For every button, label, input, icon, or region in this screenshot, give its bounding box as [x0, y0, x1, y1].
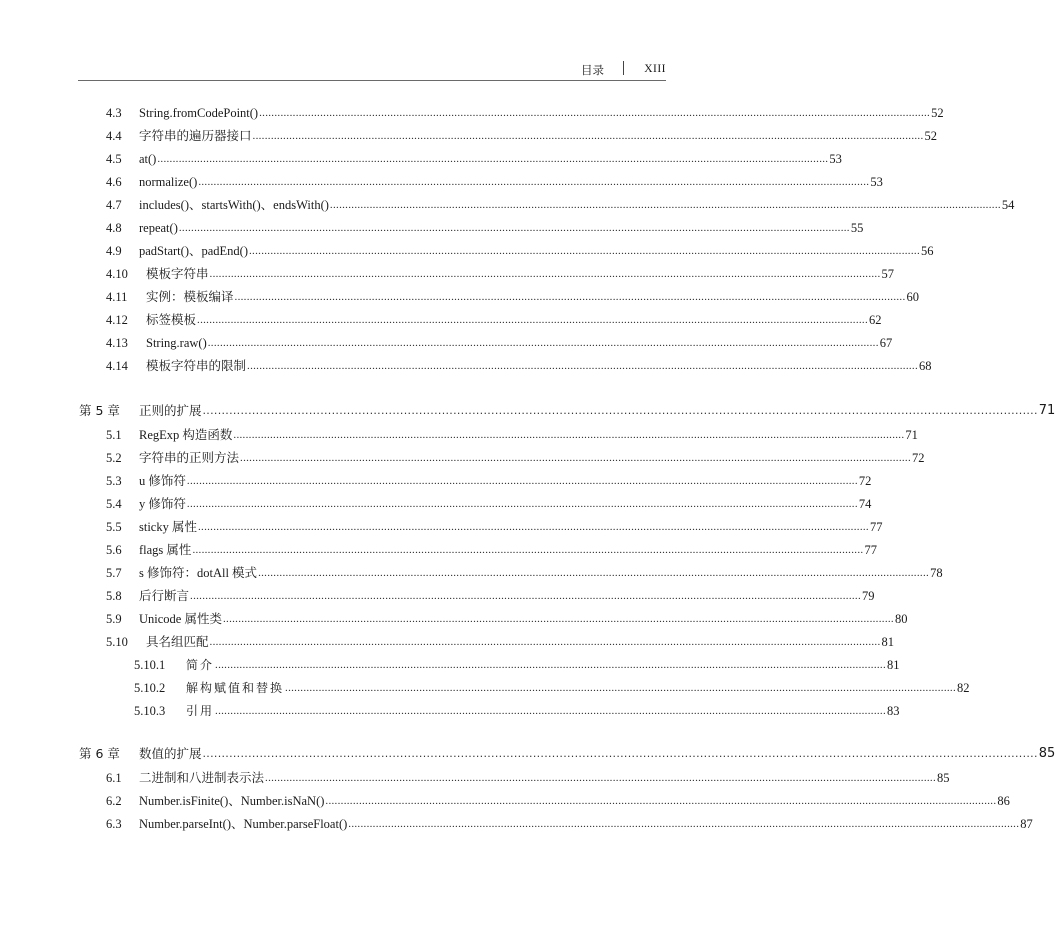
toc-entry-page: 54	[1001, 198, 1015, 212]
toc-entry[interactable]	[0, 632, 895, 650]
toc-leader-dots: ............................................................................................................................................................................................................................	[198, 176, 870, 188]
toc-leader-dots: ............................................................................................................................................................................................................................	[249, 245, 920, 257]
page-header	[78, 56, 666, 81]
toc-entry-title: Number.parseInt()、Number.parseFloat()	[139, 817, 348, 831]
toc-chapter-title: 数值的扩展	[139, 746, 202, 761]
toc-entry-number: 5.8	[106, 589, 122, 603]
toc-entry[interactable]	[0, 218, 864, 236]
toc-entry-page: 57	[881, 267, 895, 281]
toc-entry-number: 5.5	[106, 520, 122, 534]
toc-entry-number: 4.4	[106, 129, 122, 143]
toc-entry-title: Number.isFinite()、Number.isNaN()	[139, 794, 325, 808]
toc-leader-dots: ............................................................................................................................................................................................................................	[215, 659, 887, 671]
toc-entry[interactable]	[0, 241, 934, 259]
toc-entry-page: 81	[881, 635, 895, 649]
toc-entry-number: 4.13	[106, 336, 128, 350]
toc-entry-title: s 修饰符：dotAll 模式	[139, 566, 258, 580]
toc-subentry-page: 81	[887, 658, 900, 672]
toc-entry-number: 5.7	[106, 566, 122, 580]
toc-subentry[interactable]	[0, 655, 900, 673]
toc-leader-dots: ............................................................................................................................................................................................................................	[325, 795, 997, 807]
toc-entry-title: 模板字符串	[146, 267, 209, 281]
toc-leader-dots: ............................................................................................................................................................................................................................	[209, 268, 881, 280]
toc-entry[interactable]	[0, 814, 1033, 832]
toc-entry-page: 53	[829, 152, 842, 166]
toc-entry-page: 55	[850, 221, 864, 235]
toc-entry-number: 5.6	[106, 543, 122, 557]
toc-entry-title: 具名组匹配	[146, 635, 209, 649]
toc-entry-title: Unicode 属性类	[139, 612, 222, 626]
toc-leader-dots: ............................................................................................................................................................................................................................	[197, 314, 869, 326]
toc-entry-title: y 修饰符	[139, 497, 186, 511]
toc-entry-number: 4.5	[106, 152, 122, 166]
toc-entry[interactable]	[0, 586, 875, 604]
toc-entry-page: 85	[937, 771, 950, 785]
toc-subentry[interactable]	[0, 701, 900, 719]
toc-chapter-number: 第 6 章	[79, 746, 120, 761]
toc-entry-title: at()	[139, 152, 157, 166]
toc-entry-page: 68	[919, 359, 932, 373]
toc-entry-page: 52	[931, 106, 944, 120]
toc-entry-title: includes()、startsWith()、endsWith()	[139, 198, 329, 212]
toc-leader-dots: ............................................................................................................................................................................................................................	[265, 772, 937, 784]
toc-entry-number: 4.6	[106, 175, 122, 189]
toc-entry[interactable]	[0, 333, 893, 351]
toc-entry-number: 5.9	[106, 612, 122, 626]
toc-entry[interactable]	[0, 494, 872, 512]
toc-entry-title: 实例：模板编译	[146, 290, 234, 304]
toc-entry[interactable]	[0, 103, 944, 121]
toc-entry[interactable]	[0, 195, 1015, 213]
toc-entry[interactable]	[0, 287, 920, 305]
toc-leader-dots: ............................................................................................................................................................................................................................	[202, 404, 1038, 417]
toc-entry[interactable]	[0, 149, 842, 167]
toc-entry-number: 4.14	[106, 359, 128, 373]
toc-entry[interactable]	[0, 264, 895, 282]
toc-entry-number: 6.1	[106, 771, 122, 785]
toc-leader-dots: ............................................................................................................................................................................................................................	[329, 199, 1001, 211]
toc-entry-page: 67	[879, 336, 893, 350]
toc-entry-page: 71	[905, 428, 918, 442]
toc-entry-title: 标签模板	[146, 313, 197, 327]
toc-subentry-title: 解构赋值和替换	[186, 681, 285, 695]
toc-chapter-page: 85	[1038, 746, 1055, 761]
toc-entry-title: repeat()	[139, 221, 178, 235]
toc-entry-page: 72	[858, 474, 872, 488]
toc-entry-page: 77	[869, 520, 883, 534]
toc-leader-dots: ............................................................................................................................................................................................................................	[192, 544, 864, 556]
toc-entry-number: 4.11	[106, 290, 128, 304]
toc-entry-page: 78	[930, 566, 943, 580]
toc-entry-number: 5.3	[106, 474, 122, 488]
toc-subentry[interactable]	[0, 678, 970, 696]
toc-leader-dots: ............................................................................................................................................................................................................................	[178, 222, 850, 234]
toc-entry[interactable]	[0, 448, 925, 466]
toc-subentry-number: 5.10.3	[134, 704, 166, 718]
toc-entry-number: 4.12	[106, 313, 128, 327]
toc-entry-page: 87	[1020, 817, 1033, 831]
toc-leader-dots: ............................................................................................................................................................................................................................	[202, 747, 1038, 760]
toc-leader-dots: ............................................................................................................................................................................................................................	[258, 567, 930, 579]
toc-entry-title: 字符串的遍历器接口	[139, 129, 252, 143]
toc-entry-title: 字符串的正则方法	[139, 451, 240, 465]
toc-leader-dots: ............................................................................................................................................................................................................................	[197, 521, 869, 533]
toc-entry[interactable]	[0, 356, 932, 374]
toc-entry-title: String.raw()	[146, 336, 207, 350]
toc-entry-title: flags 属性	[139, 543, 192, 557]
toc-subentry-page: 82	[957, 681, 970, 695]
toc-entry-title: padStart()、padEnd()	[139, 244, 248, 258]
toc-entry-title: 模板字符串的限制	[146, 359, 247, 373]
toc-leader-dots: ............................................................................................................................................................................................................................	[240, 452, 912, 464]
toc-entry-number: 6.2	[106, 794, 122, 808]
toc-chapter-page: 71	[1038, 403, 1055, 418]
toc-entry-page: 56	[921, 244, 934, 258]
toc-leader-dots: ............................................................................................................................................................................................................................	[190, 590, 862, 602]
toc-entry-number: 5.10	[106, 635, 128, 649]
toc-entry[interactable]	[0, 768, 950, 786]
toc-entry[interactable]	[0, 791, 1010, 809]
toc-leader-dots: ............................................................................................................................................................................................................................	[233, 429, 905, 441]
toc-entry[interactable]	[0, 310, 882, 328]
toc-subentry-number: 5.10.2	[134, 681, 166, 695]
toc-subentry-title: 引用	[186, 704, 215, 718]
toc-subentry-page: 83	[887, 704, 900, 718]
toc-entry-title: normalize()	[139, 175, 198, 189]
toc-entry-number: 4.3	[106, 106, 122, 120]
toc-entry-title: sticky 属性	[139, 520, 197, 534]
toc-entry-page: 60	[906, 290, 920, 304]
toc-entry-page: 52	[924, 129, 938, 143]
toc-entry-title: u 修饰符	[139, 474, 186, 488]
toc-leader-dots: ............................................................................................................................................................................................................................	[348, 818, 1020, 830]
toc-subentry-title: 简介	[186, 658, 215, 672]
toc-entry-page: 74	[858, 497, 872, 511]
toc-subentry-number: 5.10.1	[134, 658, 166, 672]
toc-chapter-entry[interactable]	[0, 744, 1055, 762]
toc-entry-number: 4.10	[106, 267, 128, 281]
toc-entry-title: String.fromCodePoint()	[139, 106, 259, 120]
page-number: XIII	[644, 63, 666, 75]
toc-entry-page: 77	[864, 543, 877, 557]
toc-leader-dots: ............................................................................................................................................................................................................................	[186, 498, 858, 510]
toc-entry-title: RegExp 构造函数	[139, 428, 233, 442]
toc-chapter-title: 正则的扩展	[139, 403, 202, 418]
toc-entry[interactable]	[0, 172, 883, 190]
toc-entry-page: 79	[862, 589, 875, 603]
toc-entry-page: 53	[870, 175, 883, 189]
toc-entry-number: 5.2	[106, 451, 122, 465]
toc-chapter-entry[interactable]	[0, 401, 1055, 419]
toc-entry-number: 4.8	[106, 221, 122, 235]
toc-entry-title: 后行断言	[139, 589, 190, 603]
toc-leader-dots: ............................................................................................................................................................................................................................	[215, 705, 887, 717]
toc-leader-dots: ............................................................................................................................................................................................................................	[186, 475, 858, 487]
toc-entry-number: 5.1	[106, 428, 122, 442]
toc-entry-number: 4.7	[106, 198, 122, 212]
toc-entry-page: 72	[912, 451, 925, 465]
header-separator	[623, 61, 624, 75]
toc-leader-dots: ............................................................................................................................................................................................................................	[247, 360, 919, 372]
toc-entry[interactable]	[0, 425, 918, 443]
toc-leader-dots: ............................................................................................................................................................................................................................	[234, 291, 906, 303]
toc-entry-number: 5.4	[106, 497, 122, 511]
toc-leader-dots: ............................................................................................................................................................................................................................	[259, 107, 931, 119]
toc-leader-dots: ............................................................................................................................................................................................................................	[209, 636, 881, 648]
toc-entry-number: 6.3	[106, 817, 122, 831]
toc-entry-page: 86	[997, 794, 1010, 808]
running-head-chapter: 目录	[581, 63, 604, 77]
toc-entry[interactable]	[0, 563, 943, 581]
toc-entry[interactable]	[0, 126, 938, 144]
toc-entry[interactable]	[0, 471, 872, 489]
toc-leader-dots: ............................................................................................................................................................................................................................	[285, 682, 957, 694]
toc-chapter-number: 第 5 章	[79, 403, 120, 418]
toc-leader-dots: ............................................................................................................................................................................................................................	[207, 337, 879, 349]
toc-entry-page: 80	[894, 612, 908, 626]
toc-leader-dots: ............................................................................................................................................................................................................................	[222, 613, 894, 625]
toc-entry[interactable]	[0, 540, 877, 558]
toc-leader-dots: ............................................................................................................................................................................................................................	[157, 153, 829, 165]
toc-leader-dots: ............................................................................................................................................................................................................................	[252, 130, 924, 142]
toc-entry-page: 62	[869, 313, 882, 327]
toc-entry-title: 二进制和八进制表示法	[139, 771, 265, 785]
toc-entry[interactable]	[0, 609, 908, 627]
toc-entry-number: 4.9	[106, 244, 122, 258]
toc-entry[interactable]	[0, 517, 883, 535]
